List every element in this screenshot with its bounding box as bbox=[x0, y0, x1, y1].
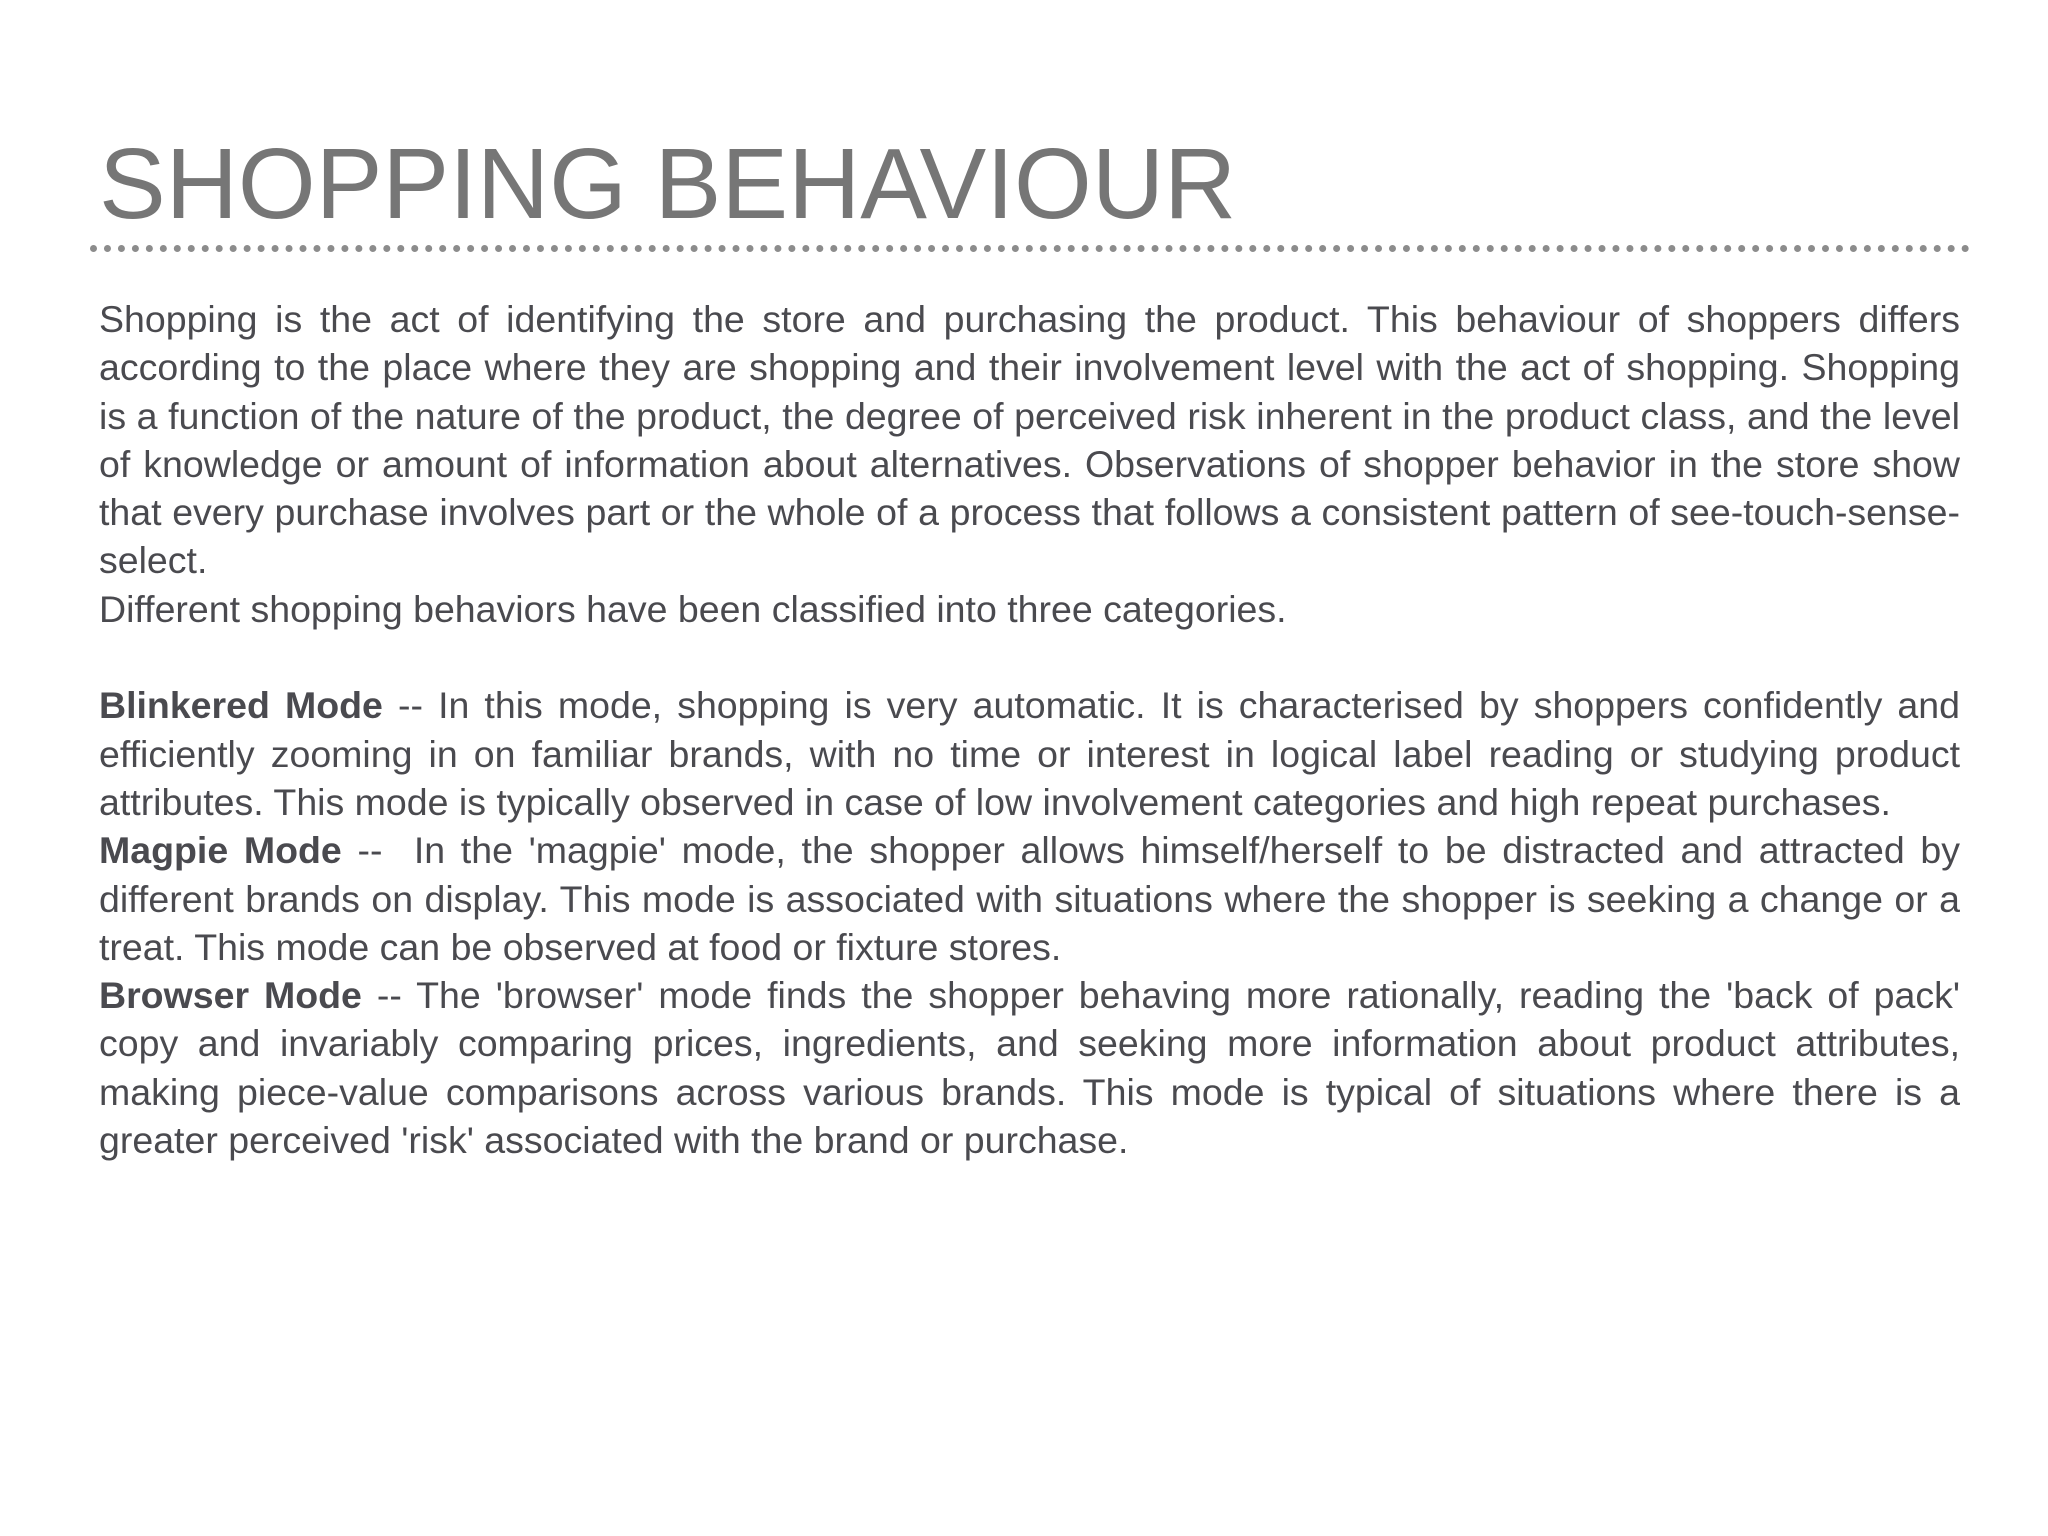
mode-description: In the 'magpie' mode, the shopper allows himself/herself to be distracted and attracted by different brands on display. This mode is associated with situations where the shopper is seeking a change or a treat. This mode can be observed at food or fixture stores. bbox=[99, 829, 1960, 968]
mode-description: The 'browser' mode finds the shopper behaving more rationally, reading the 'back of pack' copy and invariably comparing prices, ingredients, and seeking more information about product attributes, making piece-value comparisons across various brands. This mode is typical of situations where there is a greater perceived 'risk' associated with the brand or purchase. bbox=[99, 974, 1961, 1162]
mode-name: Browser Mode bbox=[99, 974, 362, 1017]
mode-separator: -- bbox=[341, 829, 414, 872]
slide-title: SHOPPING BEHAVIOUR bbox=[99, 128, 1237, 240]
slide-body bbox=[99, 295, 1960, 1164]
mode-name: Blinkered Mode bbox=[99, 684, 383, 727]
mode-paragraph-blinkered bbox=[99, 681, 1960, 826]
mode-name: Magpie Mode bbox=[99, 829, 342, 872]
intro-paragraph: Shopping is the act of identifying the store and purchasing the product. This behaviour of shoppers differs according to the place where they are shopping and their involvement level with the act of shopping. Shopping is a function of the nature of the product, the degree of perceived risk inherent in the product class, and the level of knowledge or amount of information about alternatives. Observations of shopper behavior in the store show that every purchase involves part or the whole of a process that follows a consistent pattern of see-touch-sense-select. bbox=[99, 298, 1960, 582]
mode-separator: -- bbox=[382, 684, 439, 727]
mode-paragraph-browser bbox=[99, 971, 1960, 1164]
dotted-divider bbox=[90, 245, 1970, 252]
blank-line bbox=[99, 633, 1960, 681]
mode-separator: -- bbox=[361, 974, 417, 1017]
mode-paragraph-magpie bbox=[99, 826, 1960, 971]
categories-line: Different shopping behaviors have been classified into three categories. bbox=[99, 587, 1287, 630]
mode-description: In this mode, shopping is very automatic. It is characterised by shoppers confidently and efficiently zooming in on familiar brands, with no time or interest in logical label reading or studying product attributes. This mode is typically observed in case of low involvement categories and high repeat purchases. bbox=[99, 684, 1960, 823]
